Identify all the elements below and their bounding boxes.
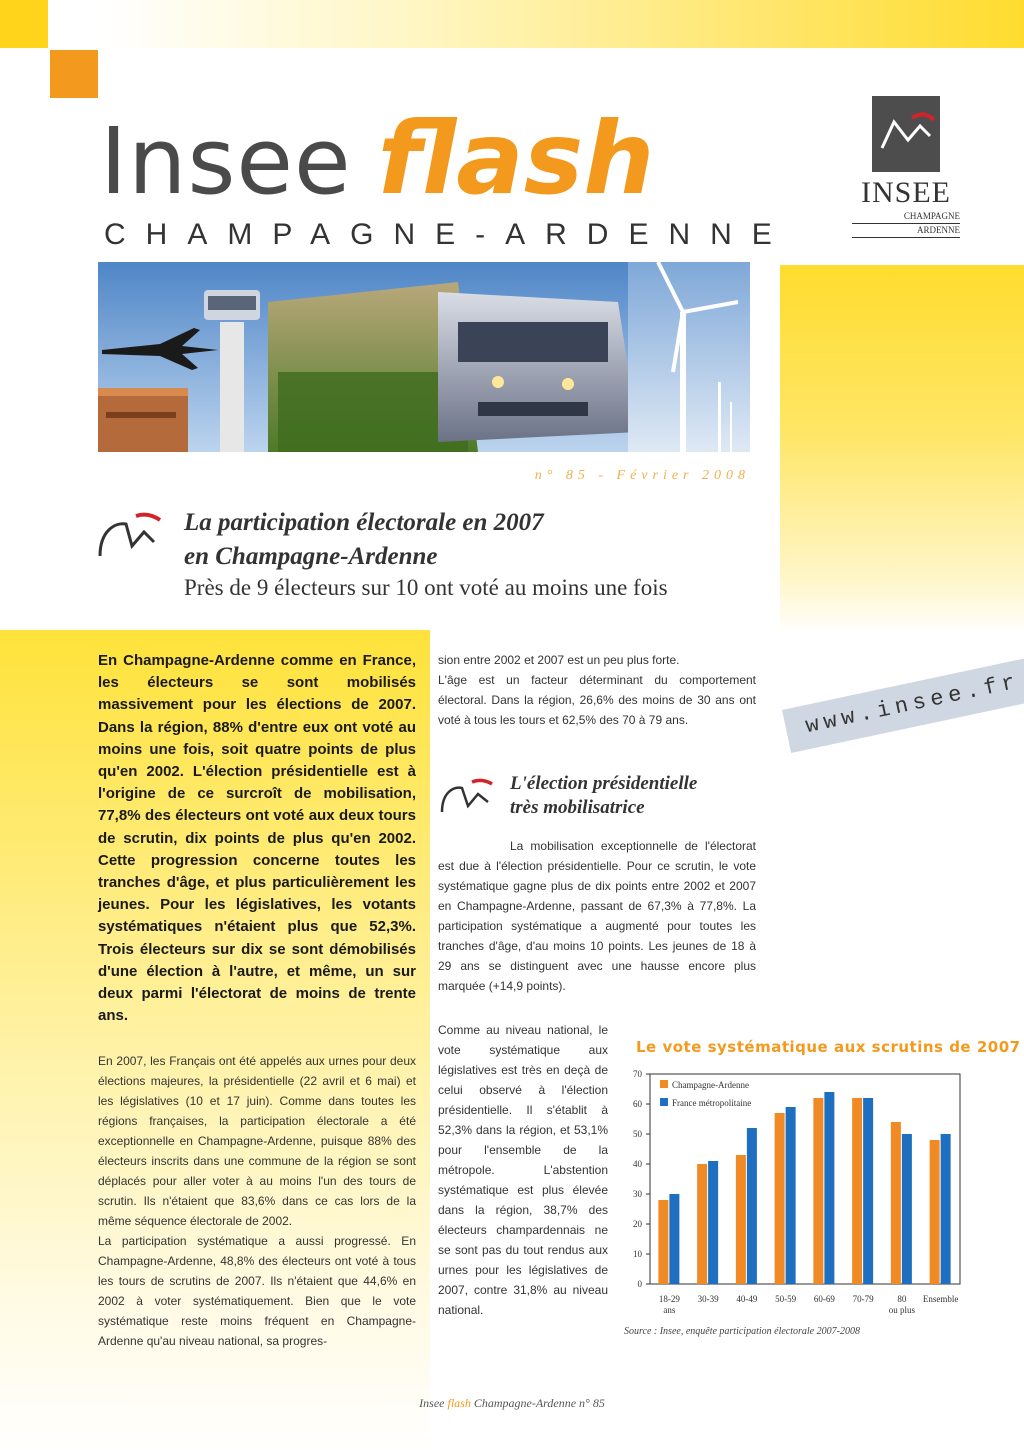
chart-title: Le vote systématique aux scrutins de 2007 bbox=[636, 1038, 1021, 1056]
decor-square-yellow bbox=[0, 0, 48, 48]
insee-logo[interactable] bbox=[852, 96, 960, 238]
page-footer: Insee flash Champagne-Ardenne n° 85 bbox=[419, 1396, 605, 1410]
masthead-insee: Insee bbox=[100, 108, 352, 215]
masthead bbox=[100, 100, 654, 217]
body-paragraph-4: L'âge est un facteur déterminant du comportement électoral. Dans la région, 26,6% des moins de 30 ans ont voté à tous les tours et 62,5% des 70 à 79 ans. bbox=[438, 673, 756, 727]
x-tick-label: Ensemble bbox=[922, 1294, 959, 1304]
section-chevron-icon bbox=[96, 510, 166, 560]
y-tick-label: 60 bbox=[633, 1099, 642, 1109]
website-link[interactable]: www.insee.fr bbox=[782, 656, 1024, 753]
bar-champagne-ardenne bbox=[658, 1200, 668, 1284]
banner-photo bbox=[98, 262, 750, 452]
section-chevron-icon bbox=[438, 776, 498, 816]
legend-swatch bbox=[660, 1098, 668, 1106]
y-tick-label: 10 bbox=[633, 1249, 642, 1259]
insee-logo-icon bbox=[872, 96, 940, 172]
header-band bbox=[98, 0, 1024, 48]
bar-france-metropolitaine bbox=[902, 1134, 912, 1284]
chart bbox=[620, 1036, 1021, 1346]
bar-france-metropolitaine bbox=[747, 1128, 757, 1284]
body-paragraph-1: En 2007, les Français ont été appelés aux urnes pour deux élections majeures, la présidentielle (22 avril et 6 mai) et les législatives (10 et 17 juin). Comme dans toutes les régions françaises, la participation électorale a été exceptionnelle en Champagne-Ardenne, puisque 88% des électeurs inscrits dans une commune de la région se sont déplacés pour aller voter à au moins l'un des tours de scrutin. Ils n'étaient que 83,6% dans ce cas lors de la même séquence électorale de 2002. bbox=[98, 1054, 416, 1229]
x-tick-label: 30-39 bbox=[697, 1294, 719, 1304]
body-paragraph-3: sion entre 2002 et 2007 est un peu plus forte. bbox=[438, 653, 680, 667]
bar-champagne-ardenne bbox=[813, 1098, 823, 1284]
bar-champagne-ardenne bbox=[852, 1098, 862, 1284]
article-title-line1: La participation électorale en 2007 bbox=[184, 509, 544, 536]
right-color-band bbox=[780, 265, 1024, 635]
bar-france-metropolitaine bbox=[669, 1194, 679, 1284]
body-paragraph-2: La participation systématique a aussi progressé. En Champagne-Ardenne, 48,8% des électeurs ont voté à tous les tours de scrutins de 2007. Ils n'étaient que 44,6% en 2002 à voter systématiquement. Bien que le vote systématique reste moins fréquent en Champagne- Ardenne qu'au niveau national, sa progres- bbox=[98, 1234, 416, 1349]
decor-square-orange bbox=[50, 50, 98, 98]
bar-champagne-ardenne bbox=[775, 1113, 785, 1284]
masthead-flash: flash bbox=[377, 100, 655, 217]
lead-paragraph: En Champagne-Ardenne comme en France, les électeurs se sont mobilisés massivement pour les élections de 2007. Dans la région, 88% d'entre eux ont voté au moins une fois, soit quatre points de plus qu'en 2002. L'élection présidentielle est à l'origine de ce surcroît de mobilisation, 77,8% des électeurs ont voté aux deux tours de scrutin, dix points de plus qu'en 2002. Cette progression concerne toutes les tranches d'âge, et plus particulièrement les jeunes. Pour les législatives, les votants systématiques n'étaient plus que 52,3%. Trois électeurs sur dix se sont démobilisés d'une élection à l'autre, et même, un sur deux parmi l'électorat de moins de trente ans. bbox=[98, 652, 416, 1025]
y-tick-label: 50 bbox=[633, 1129, 642, 1139]
bar-france-metropolitaine bbox=[786, 1107, 796, 1284]
x-tick-label: 18-29 bbox=[658, 1294, 680, 1304]
legend-label: Champagne-Ardenne bbox=[672, 1080, 749, 1090]
section-body bbox=[438, 836, 756, 996]
article-subtitle: Près de 9 électeurs sur 10 ont voté au moins une fois bbox=[184, 575, 668, 600]
bar-champagne-ardenne bbox=[930, 1140, 940, 1284]
x-tick-label: 50-59 bbox=[775, 1294, 797, 1304]
y-tick-label: 70 bbox=[633, 1069, 642, 1079]
masthead-region: CHAMPAGNE-ARDENNE bbox=[104, 218, 792, 251]
issue-number: n° 85 - Février 2008 bbox=[534, 468, 750, 483]
x-tick-label: ans bbox=[663, 1305, 676, 1315]
bar-champagne-ardenne bbox=[736, 1155, 746, 1284]
section-paragraph-1: La mobilisation exceptionnelle de l'électorat est due à l'élection présidentielle. Pour ce scrutin, le vote systématique gagne plus de dix points entre 2002 et 2007 en Champagne-Ardenne, passant de 67,3% à 77,8%. La participation systématique a augmenté pour toutes les tranches d'âge, d'au moins 10 points. Les jeunes de 18 à 29 ans se distinguent avec une hausse encore plus marquée (+14,9 points). bbox=[438, 839, 756, 993]
bar-france-metropolitaine bbox=[824, 1092, 834, 1284]
bar-france-metropolitaine bbox=[941, 1134, 951, 1284]
chart-plot bbox=[620, 1060, 982, 1322]
bar-champagne-ardenne bbox=[891, 1122, 901, 1284]
y-tick-label: 30 bbox=[633, 1189, 642, 1199]
y-tick-label: 40 bbox=[633, 1159, 642, 1169]
x-tick-label: 70-79 bbox=[852, 1294, 874, 1304]
bar-france-metropolitaine bbox=[863, 1098, 873, 1284]
x-tick-label: 40-49 bbox=[736, 1294, 758, 1304]
section-paragraph-2: Comme au niveau national, le vote systématique aux législatives est très en deçà de celui observé à l'élection présidentielle. Il s'établit à 52,3% dans la région, et 53,1% pour l'ensemble de la métropole. L'abstention systématique est plus élevée dans la région, 38,7% des électeurs champardennais ne se sont pas du tout rendus aux urnes pour les législatives de 2007, contre 31,8% au niveau national. bbox=[438, 1023, 608, 1317]
x-tick-label: 60-69 bbox=[813, 1294, 835, 1304]
section-narrow-column bbox=[438, 1020, 608, 1320]
bar-champagne-ardenne bbox=[697, 1164, 707, 1284]
section-title: L'élection présidentielle très mobilisatrice bbox=[510, 773, 698, 818]
logo-subtitle: CHAMPAGNE ARDENNE bbox=[852, 210, 960, 238]
legend-swatch bbox=[660, 1080, 668, 1088]
logo-name: INSEE bbox=[861, 176, 951, 209]
article-title-block bbox=[184, 506, 784, 602]
bar-france-metropolitaine bbox=[708, 1161, 718, 1284]
right-column bbox=[438, 650, 756, 730]
article-title-line2: en Champagne-Ardenne bbox=[184, 543, 438, 570]
x-tick-label: 80 bbox=[897, 1294, 907, 1304]
left-column bbox=[98, 650, 416, 1351]
legend-label: France métropolitaine bbox=[672, 1098, 752, 1108]
x-tick-label: ou plus bbox=[888, 1305, 916, 1315]
y-tick-label: 0 bbox=[637, 1279, 642, 1289]
y-tick-label: 20 bbox=[633, 1219, 642, 1229]
chart-source: Source : Insee, enquête participation électorale 2007-2008 bbox=[624, 1326, 860, 1337]
